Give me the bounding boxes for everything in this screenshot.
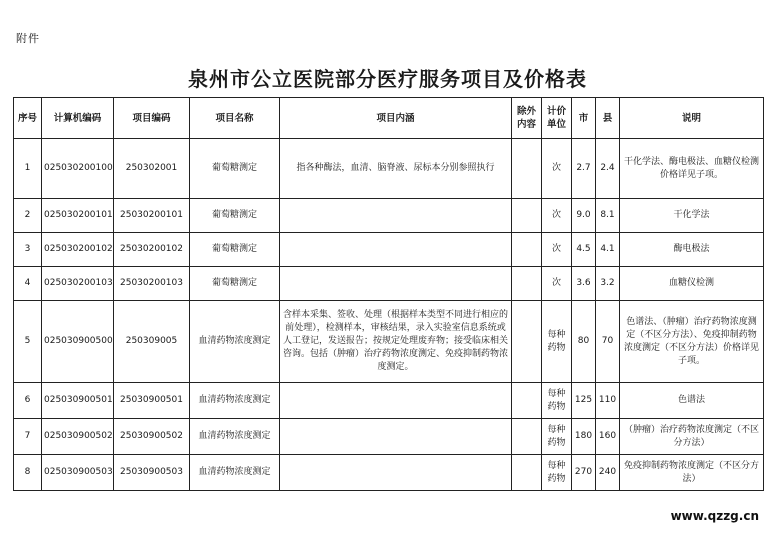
cell-county-price: 2.4 [596,139,620,199]
cell-excluded [512,233,542,267]
cell-unit: 次 [542,139,572,199]
cell-county-price: 240 [596,455,620,491]
cell-item-content [280,419,512,455]
cell-excluded [512,301,542,383]
cell-item-content [280,455,512,491]
cell-note: 免疫抑制药物浓度测定（不区分方法） [620,455,764,491]
cell-item-name: 血清药物浓度测定 [190,419,280,455]
table-row [14,383,764,419]
cell-item-code: 25030200101 [114,199,190,233]
cell-unit: 每种药物 [542,383,572,419]
cell-excluded [512,419,542,455]
attachment-label: 附件 [16,32,40,45]
cell-item-name: 血清药物浓度测定 [190,455,280,491]
cell-excluded [512,267,542,301]
cell-computer-code: 025030900502 [42,419,114,455]
cell-note: 血糖仪检测 [620,267,764,301]
header-note: 说明 [620,98,764,139]
cell-city-price: 125 [572,383,596,419]
cell-item-name: 葡萄糖测定 [190,199,280,233]
cell-county-price: 3.2 [596,267,620,301]
header-county: 县 [596,98,620,139]
cell-item-code: 25030900501 [114,383,190,419]
cell-unit: 每种药物 [542,301,572,383]
cell-item-code: 25030200103 [114,267,190,301]
price-table [13,97,764,491]
cell-unit: 次 [542,233,572,267]
cell-unit: 次 [542,199,572,233]
cell-note: 干化学法、酶电极法、血糖仪检测价格详见子项。 [620,139,764,199]
cell-computer-code: 025030200101 [42,199,114,233]
page-title: 泉州市公立医院部分医疗服务项目及价格表 [188,67,587,91]
cell-item-content [280,267,512,301]
cell-seq: 8 [14,455,42,491]
cell-city-price: 4.5 [572,233,596,267]
cell-county-price: 8.1 [596,199,620,233]
cell-excluded [512,139,542,199]
cell-county-price: 160 [596,419,620,455]
cell-item-content [280,383,512,419]
cell-seq: 3 [14,233,42,267]
cell-county-price: 70 [596,301,620,383]
cell-computer-code: 025030900501 [42,383,114,419]
header-item-name: 项目名称 [190,98,280,139]
cell-unit: 次 [542,267,572,301]
cell-item-code: 25030200102 [114,233,190,267]
cell-excluded [512,199,542,233]
cell-note: 酶电极法 [620,233,764,267]
cell-excluded [512,383,542,419]
cell-city-price: 80 [572,301,596,383]
cell-unit: 每种药物 [542,419,572,455]
cell-item-code: 250302001 [114,139,190,199]
cell-note: 色谱法 [620,383,764,419]
cell-county-price: 4.1 [596,233,620,267]
table-row [14,419,764,455]
cell-city-price: 3.6 [572,267,596,301]
header-city: 市 [572,98,596,139]
cell-item-content [280,233,512,267]
header-seq: 序号 [14,98,42,139]
table-row [14,301,764,383]
table-row [14,139,764,199]
cell-note: 干化学法 [620,199,764,233]
table-row [14,199,764,233]
cell-seq: 1 [14,139,42,199]
header-excluded: 除外内容 [512,98,542,139]
cell-item-content: 指各种酶法，血清、脑脊液、尿标本分别参照执行 [280,139,512,199]
site-watermark: www.qzzg.cn [670,509,759,523]
cell-unit: 每种药物 [542,455,572,491]
cell-seq: 6 [14,383,42,419]
cell-county-price: 110 [596,383,620,419]
cell-item-name: 血清药物浓度测定 [190,383,280,419]
header-item-content: 项目内涵 [280,98,512,139]
table-row [14,233,764,267]
cell-city-price: 2.7 [572,139,596,199]
header-unit: 计价单位 [542,98,572,139]
table-row [14,267,764,301]
cell-seq: 4 [14,267,42,301]
cell-city-price: 270 [572,455,596,491]
cell-seq: 7 [14,419,42,455]
cell-note: 色谱法、（肿瘤）治疗药物浓度测定（不区分方法）、免疫抑制药物浓度测定（不区分方法）价格详见子项。 [620,301,764,383]
cell-excluded [512,455,542,491]
cell-item-name: 葡萄糖测定 [190,139,280,199]
cell-item-name: 血清药物浓度测定 [190,301,280,383]
table-header-row [14,98,764,139]
cell-computer-code: 025030200100 [42,139,114,199]
header-computer-code: 计算机编码 [42,98,114,139]
table-row [14,455,764,491]
cell-seq: 2 [14,199,42,233]
cell-item-code: 25030900502 [114,419,190,455]
cell-item-code: 25030900503 [114,455,190,491]
cell-seq: 5 [14,301,42,383]
cell-note: （肿瘤）治疗药物浓度测定（不区分方法） [620,419,764,455]
cell-item-content [280,199,512,233]
header-item-code: 项目编码 [114,98,190,139]
cell-item-content: 含样本采集、签收、处理（根据样本类型不同进行相应的前处理），检测样本，审核结果，录入实验室信息系统或人工登记，发送报告；按规定处理废弃物；接受临床相关咨询。包括（肿瘤）治疗药物浓度测定、免疫抑制药物浓度测定。 [280,301,512,383]
cell-computer-code: 025030200102 [42,233,114,267]
cell-item-name: 葡萄糖测定 [190,267,280,301]
cell-computer-code: 025030200103 [42,267,114,301]
cell-item-name: 葡萄糖测定 [190,233,280,267]
cell-item-code: 250309005 [114,301,190,383]
cell-city-price: 180 [572,419,596,455]
cell-computer-code: 025030900500 [42,301,114,383]
cell-computer-code: 025030900503 [42,455,114,491]
cell-city-price: 9.0 [572,199,596,233]
